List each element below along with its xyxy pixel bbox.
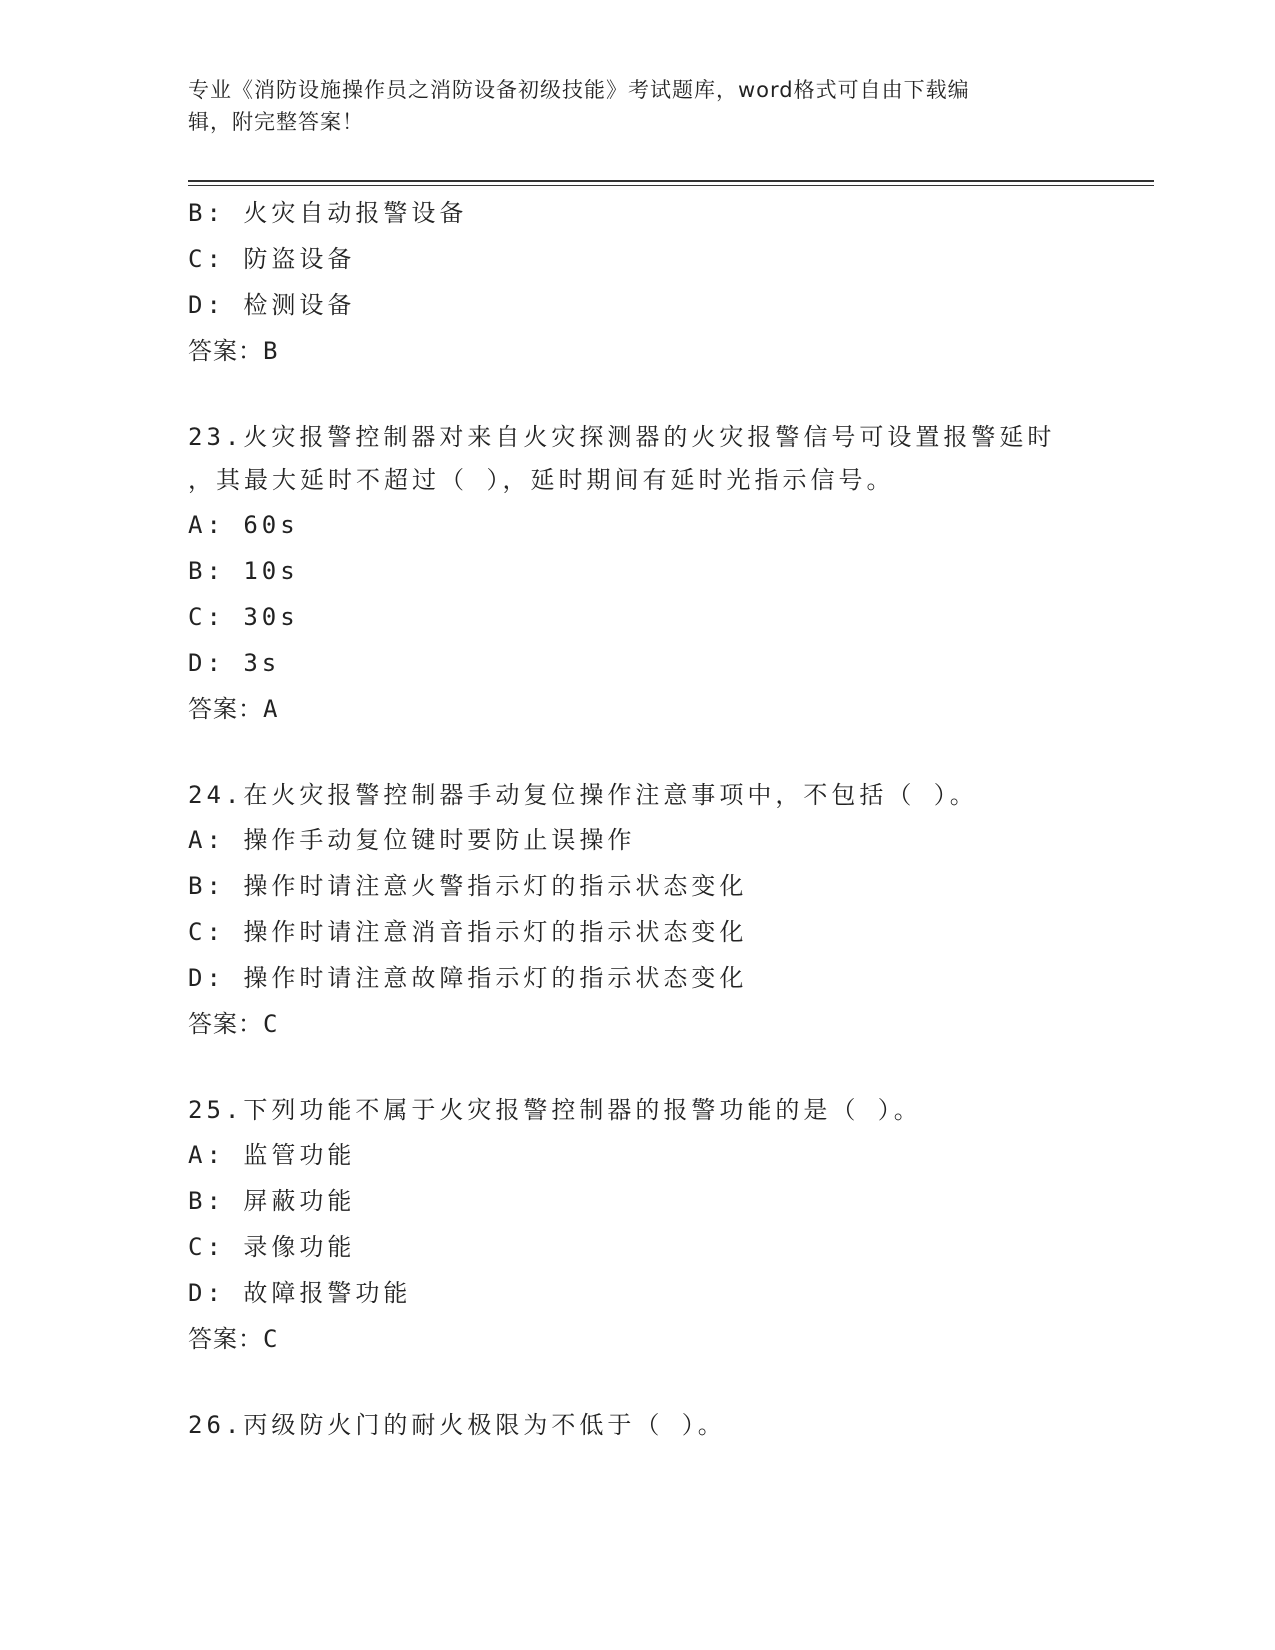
answer-text: 答案：C [188, 1325, 279, 1353]
option-b: B: 火灾自动报警设备 [188, 199, 468, 227]
option-c: C: 30s [188, 603, 299, 631]
option-a: A: 操作手动复位键时要防止误操作 [188, 826, 636, 854]
option-d: D: 故障报警功能 [188, 1279, 412, 1307]
option-c: C: 录像功能 [188, 1233, 356, 1261]
option-a: A: 60s [188, 511, 299, 539]
option-d: D: 检测设备 [188, 291, 356, 319]
question-text-line-1: 24.在火灾报警控制器手动复位操作注意事项中，不包括（ ）。 [188, 781, 978, 809]
question-list [188, 190, 1088, 1447]
header-line-1: 专业《消防设施操作员之消防设备初级技能》考试题库，word格式可自由下载编 [188, 78, 970, 102]
question-24 [188, 774, 1088, 1047]
option-d: D: 操作时请注意故障指示灯的指示状态变化 [188, 964, 748, 992]
question-26 [188, 1404, 1088, 1447]
question-25 [188, 1089, 1088, 1362]
question-22-continued [188, 190, 1088, 374]
option-c: C: 防盗设备 [188, 245, 356, 273]
answer-text: 答案：C [188, 1010, 279, 1038]
answer-text: 答案：A [188, 695, 279, 723]
question-23 [188, 416, 1088, 732]
answer-text: 答案：B [188, 337, 279, 365]
question-text-line-1: 23.火灾报警控制器对来自火灾探测器的火灾报警信号可设置报警延时 [188, 423, 1056, 451]
option-a: A: 监管功能 [188, 1141, 356, 1169]
option-c: C: 操作时请注意消音指示灯的指示状态变化 [188, 918, 748, 946]
question-text-line-1: 25.下列功能不属于火灾报警控制器的报警功能的是（ ）。 [188, 1096, 922, 1124]
option-b: B: 操作时请注意火警指示灯的指示状态变化 [188, 872, 748, 900]
header-line-2: 辑，附完整答案！ [188, 110, 364, 134]
question-text-line-1: 26.丙级防火门的耐火极限为不低于（ ）。 [188, 1411, 726, 1439]
option-d: D: 3s [188, 649, 281, 677]
header-divider-thick [188, 180, 1154, 182]
option-b: B: 屏蔽功能 [188, 1187, 356, 1215]
option-b: B: 10s [188, 557, 299, 585]
document-header [188, 74, 1068, 138]
header-divider-thin [188, 185, 1154, 186]
question-text-line-2: ，其最大延时不超过（ ），延时期间有延时光指示信号。 [188, 466, 895, 494]
